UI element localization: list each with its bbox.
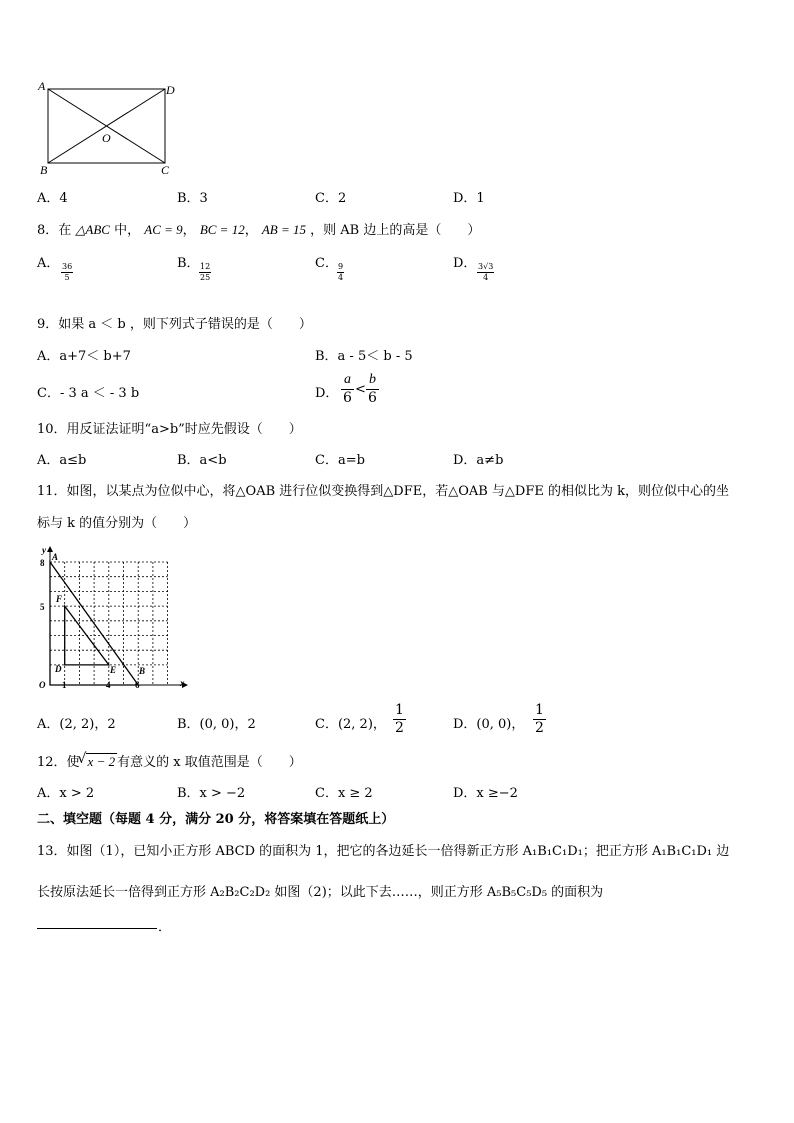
q11-option-a[interactable]: A．(2, 2)，2	[37, 717, 116, 732]
q9-d-num-a: a	[341, 372, 354, 390]
tick-5: 5	[40, 602, 45, 612]
q9-d-fraction-b	[366, 372, 379, 407]
q12-stem	[37, 751, 302, 770]
q7-option-d[interactable]: D．1	[453, 191, 485, 206]
q11-c-numerator: 1	[395, 702, 404, 718]
tick-1: 1	[62, 680, 67, 690]
q8-mid: 中，	[114, 223, 141, 238]
q12-prefix: 12．使	[37, 755, 80, 770]
q8-c-numerator: 9	[338, 262, 344, 271]
q8-d-denominator: 4	[483, 272, 489, 282]
rectangle-figure	[34, 78, 184, 178]
q11-stem-line2: 标与 k 的值分别为（ ）	[37, 516, 197, 531]
q13-line1: 13．如图（1），已知小正方形 ABCD 的面积为 1，把它的各边延长一倍得新正方形 A₁B₁C₁D₁；把正方形 A₁B₁C₁D₁ 边	[37, 844, 730, 859]
q9-d-den-a: 6	[343, 389, 352, 406]
q8-d-numerator: 3√3	[478, 262, 494, 271]
q8-b-denominator: 25	[200, 272, 211, 282]
q12-option-c[interactable]: C．x ≥ 2	[315, 786, 373, 801]
q10-option-a[interactable]: A．a≤b	[37, 453, 87, 468]
label-o: O	[39, 680, 46, 690]
q11-c-fraction	[393, 702, 406, 737]
q9-d-fraction-a	[341, 372, 354, 407]
q12-option-a[interactable]: A．x > 2	[37, 786, 95, 801]
label-y-axis: y	[42, 545, 46, 555]
q8-option-b-fraction	[199, 262, 211, 282]
q11-option-c[interactable]	[315, 702, 404, 736]
label-b: B	[139, 666, 146, 676]
radical-sign-icon: √	[77, 751, 87, 767]
q12-radicand: x − 2	[87, 754, 116, 769]
q11-option-d[interactable]	[453, 702, 544, 736]
tick-4: 4	[106, 680, 111, 690]
coordinate-grid-figure	[34, 544, 194, 694]
q7-option-b[interactable]: B．3	[177, 191, 208, 206]
q10-stem: 10．用反证法证明“a>b”时应先假设（ ）	[37, 422, 302, 437]
q11-d-fraction	[533, 702, 546, 737]
q8-option-d-label: D．	[453, 256, 477, 271]
q9-d-den-b: 6	[368, 389, 377, 406]
q12-option-b[interactable]: B．x > −2	[177, 786, 246, 801]
q8-cond-ac: AC = 9	[144, 222, 183, 237]
q8-option-d-fraction	[477, 262, 494, 282]
q8-option-d[interactable]	[453, 252, 494, 282]
label-e: E	[110, 665, 117, 675]
q11-option-d-text: D．(0, 0)，	[453, 717, 525, 732]
label-a: A	[38, 79, 46, 93]
label-x-axis: x	[180, 678, 185, 688]
q8-option-a[interactable]	[37, 252, 73, 282]
q9-option-d-label: D．	[315, 386, 339, 401]
label-d: D	[166, 83, 175, 97]
q9-option-c[interactable]: C．- 3 a ＜ - 3 b	[37, 386, 140, 401]
label-f: F	[56, 594, 63, 604]
tick-6: 6	[135, 680, 140, 690]
q8-prefix: 8．在	[37, 223, 72, 238]
q12-radical	[77, 751, 118, 770]
q12-suffix: 有意义的 x 取值范围是（ ）	[117, 755, 302, 770]
label-o: O	[102, 131, 111, 145]
q8-cond-bc: BC = 12	[199, 222, 245, 237]
q9-stem: 9．如果 a ＜ b ，则下列式子错误的是（ ）	[37, 317, 312, 332]
q8-a-numerator: 36	[62, 262, 73, 271]
label-b: B	[40, 163, 48, 177]
q8-option-c[interactable]	[315, 252, 344, 282]
label-a: A	[52, 552, 59, 562]
q8-option-b[interactable]	[177, 252, 211, 282]
q8-option-b-label: B．	[177, 256, 200, 271]
q8-stem: 8．在 △ABC 中， AC = 9， BC = 12， AB = 15 ，则 AB 边上的高是（ ）	[37, 222, 481, 238]
section-heading: 二、填空题（每题 4 分，满分 20 分，将答案填在答题纸上）	[37, 812, 395, 827]
label-d: D	[55, 664, 62, 674]
q10-option-b[interactable]: B．a<b	[177, 453, 227, 468]
q13-period: ．	[158, 920, 172, 935]
label-c: C	[161, 163, 170, 177]
q8-cond-ab: AB = 15	[261, 222, 306, 237]
q8-triangle: △ABC	[75, 222, 110, 237]
q8-option-c-fraction	[337, 262, 344, 282]
q11-stem-line1: 11．如图，以某点为位似中心，将△OAB 进行位似变换得到△DFE，若△OAB 与△DFE 的相似比为 k，则位似中心的坐	[37, 484, 730, 499]
q7-option-a[interactable]: A．4	[37, 191, 68, 206]
q10-option-d[interactable]: D．a≠b	[453, 453, 504, 468]
q11-option-b[interactable]: B．(0, 0)，2	[177, 717, 256, 732]
q9-d-less-than: <	[355, 382, 366, 397]
q8-b-numerator: 12	[200, 262, 211, 271]
q9-option-b[interactable]: B．a - 5＜ b - 5	[315, 349, 413, 364]
q11-option-c-text: C．(2, 2)，	[315, 717, 386, 732]
q8-c-denominator: 4	[338, 272, 344, 282]
q11-d-denominator: 2	[535, 719, 544, 736]
q8-option-a-label: A．	[37, 256, 60, 271]
q8-a-denominator: 5	[64, 272, 70, 282]
tick-8: 8	[40, 558, 45, 568]
q13-line2: 长按原法延长一倍得到正方形 A₂B₂C₂D₂ 如图（2)；以此下去……，则正方形 A₅B₅C₅D₅ 的面积为	[37, 885, 604, 900]
q11-d-numerator: 1	[535, 702, 544, 718]
q12-option-d[interactable]: D．x ≥−2	[453, 786, 518, 801]
q11-c-denominator: 2	[395, 719, 404, 736]
q7-option-c[interactable]: C．2	[315, 191, 347, 206]
q9-d-num-b: b	[366, 372, 379, 390]
q8-option-c-label: C．	[315, 256, 338, 271]
q8-option-a-fraction	[61, 262, 73, 282]
q9-option-a[interactable]: A．a+7＜ b+7	[37, 349, 131, 364]
q8-suffix: ，则 AB 边上的高是（ ）	[310, 223, 481, 238]
q10-option-c[interactable]: C．a=b	[315, 453, 365, 468]
answer-blank[interactable]	[37, 928, 157, 929]
